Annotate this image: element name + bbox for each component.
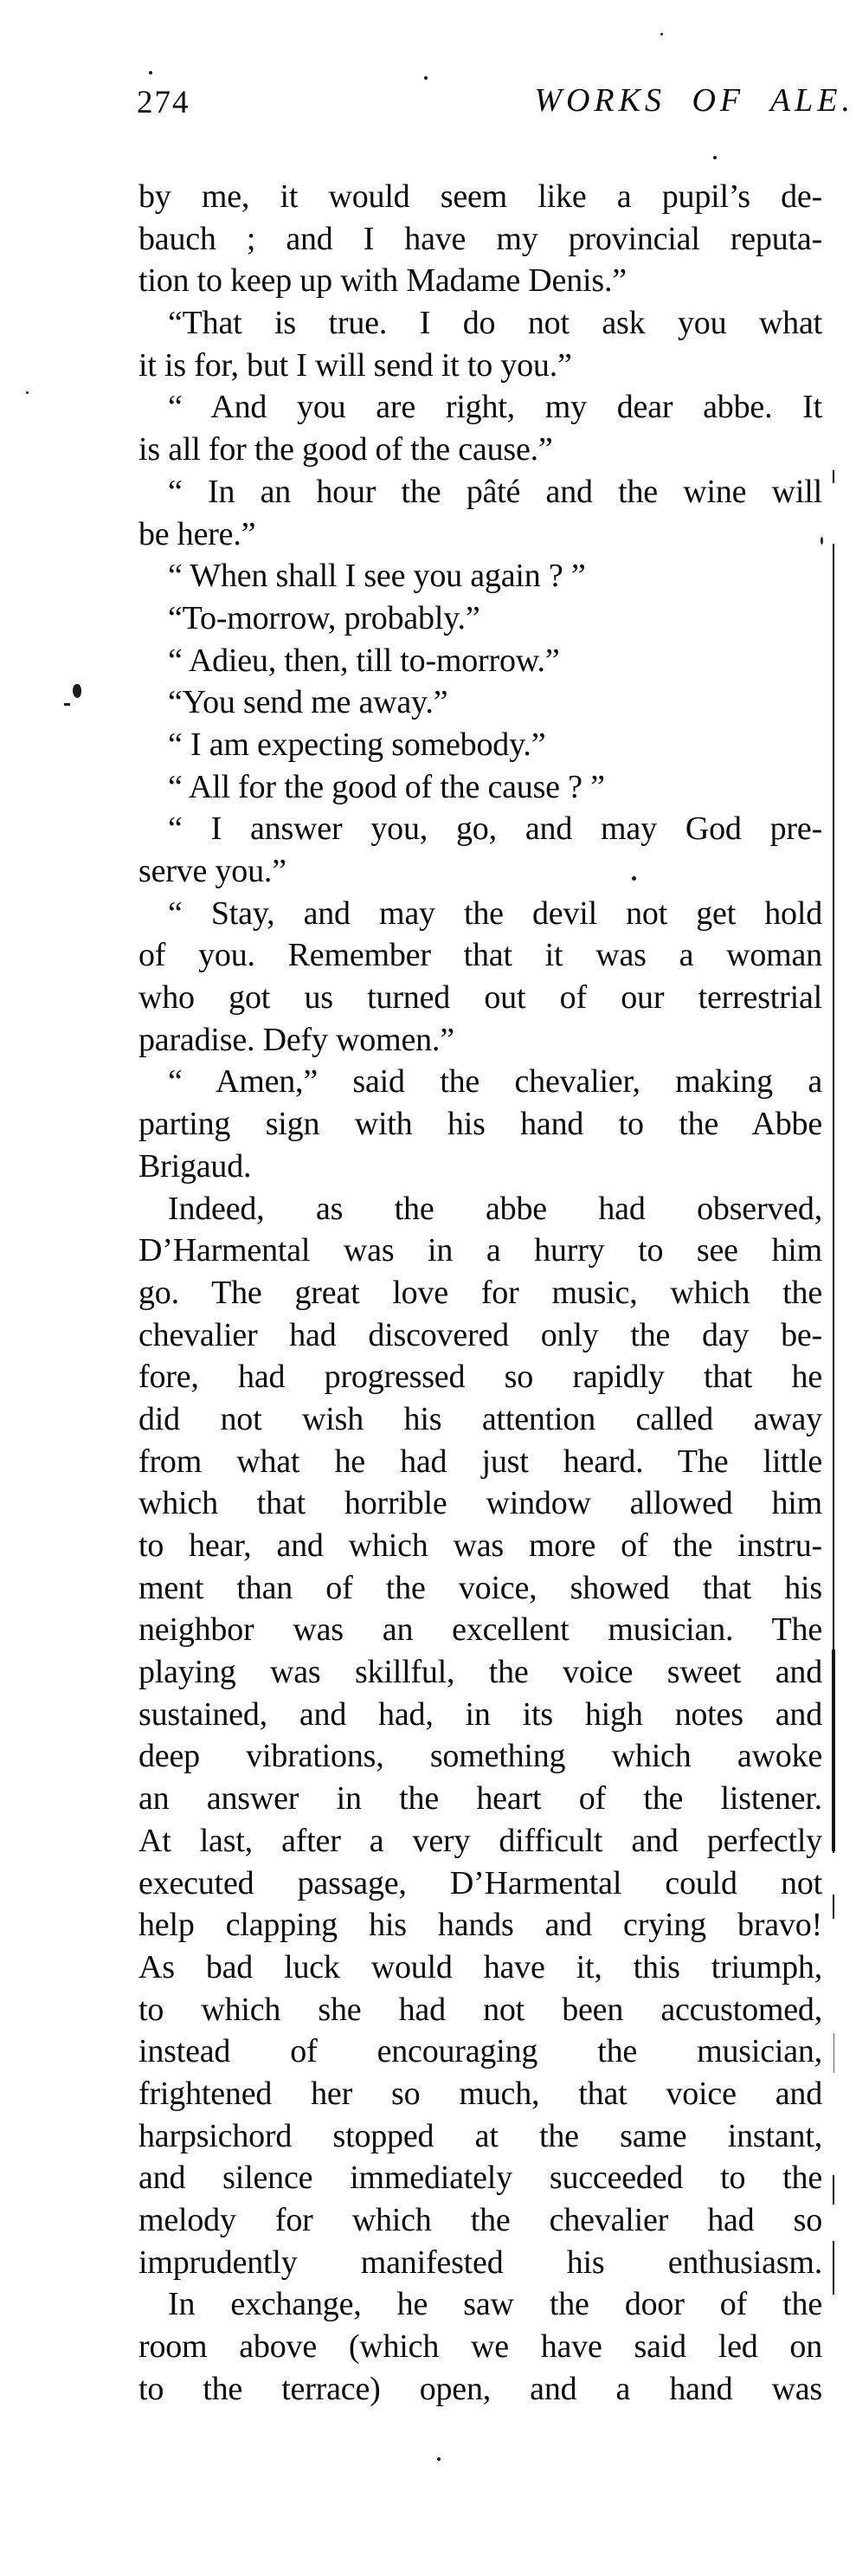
text-line: imprudently manifested his enthusiasm. [138,2244,822,2281]
text-line: deep vibrations, something which awoke [138,1738,822,1775]
text-line: “To-morrow, probably.” [168,599,480,636]
text-line: Indeed, as the abbe had observed, [168,1190,822,1227]
text-line: room above (which we have said led on [138,2328,822,2366]
text-line: serve you.” [138,853,286,889]
text-line: frightened her so much, that voice and [138,2075,822,2112]
text-line: go. The great love for music, which the [138,1274,822,1311]
text-line: paradise. Defy women.” [138,1021,454,1058]
text-line: chevalier had discovered only the day be- [138,1316,822,1353]
ink-speck [149,71,152,74]
text-line: from what he had just heard. The little [138,1443,822,1480]
text-line: executed passage, D’Harmental could not [138,1864,822,1901]
page-number: 274 [137,85,190,120]
text-line: “ Stay, and may the devil not get hold [168,894,822,932]
ink-blot [73,684,81,698]
text-line: As bad luck would have it, this triumph, [138,1948,822,1985]
text-line: At last, after a very difficult and perfectly [138,1822,822,1859]
ink-speck [26,391,29,394]
text-line: to the terrace) open, and a hand was [138,2370,822,2407]
text-line: it is for, but I will send it to you.” [138,346,572,384]
scan-rule-segment [833,2175,834,2205]
text-line: playing was skillful, the voice sweet and [138,1654,822,1691]
scan-rule-segment [832,1650,835,1851]
ink-speck [64,703,70,706]
ink-speck [632,876,636,881]
text-line: “ Amen,” said the chevalier, making a [168,1063,822,1101]
text-line: “ When shall I see you again ? ” [168,558,586,595]
text-line: sustained, and had, in its high notes and [138,1695,822,1733]
scan-rule-segment [833,2033,834,2073]
text-line: who got us turned out of our terrestrial [138,979,822,1017]
text-line: be here.” [138,515,256,552]
ink-speck [713,156,717,159]
text-line: did not wish his attention called away [138,1400,822,1437]
text-line: is all for the good of the cause.” [138,431,553,468]
text-line: “That is true. I do not ask you what [168,305,822,342]
text-line: “ In an hour the pâté and the wine will [168,473,822,510]
text-line: “ All for the good of the cause ? ” [168,768,605,805]
text-body [138,176,822,2410]
text-line: harpsichord stopped at the same instant, [138,2117,822,2154]
text-line: of you. Remember that it was a woman [138,937,822,974]
text-line: instead of encouraging the musician, [138,2033,822,2070]
text-line: neighbor was an excellent musician. The [138,1611,822,1649]
text-line: melody for which the chevalier had so [138,2202,822,2238]
scan-rule-segment [833,2241,834,2295]
text-line: D’Harmental was in a hurry to see him [138,1232,822,1269]
text-line: to which she had not been accustomed, [138,1991,822,2028]
text-line: by me, it would seem like a pupil’s de- [138,178,822,215]
text-line: tion to keep up with Madame Denis.” [138,262,627,300]
text-line: fore, had progressed so rapidly that he [138,1359,822,1396]
text-line: “ Adieu, then, till to-morrow.” [168,642,560,679]
ink-speck [437,2457,441,2461]
text-line: “ I am expecting somebody.” [168,726,546,763]
text-line: and silence immediately succeeded to the [138,2160,822,2197]
ink-speck [424,76,428,80]
text-line: ment than of the voice, showed that his [138,1569,822,1606]
text-line: “You send me away.” [168,684,448,721]
text-line: bauch ; and I have my provincial reputa- [138,220,822,257]
text-line: to hear, and which was more of the instru- [138,1527,822,1564]
ink-speck [660,33,663,36]
text-line: “ I answer you, go, and may God pre- [168,810,822,848]
text-line: “ And you are right, my dear abbe. It [168,389,822,426]
text-line: Brigaud. [138,1147,252,1185]
scan-rule-segment [833,470,834,483]
text-line: parting sign with his hand to the Abbe [138,1106,822,1143]
text-line: which that horrible window allowed him [138,1485,822,1522]
text-line: an answer in the heart of the listener. [138,1780,822,1817]
running-title: WORKS OF ALE. [534,82,854,119]
scan-rule-segment [833,1895,834,1919]
text-line: In exchange, he saw the door of the [168,2286,822,2323]
text-line: help clapping his hands and crying bravo! [138,1907,822,1944]
ink-speck [821,537,823,545]
